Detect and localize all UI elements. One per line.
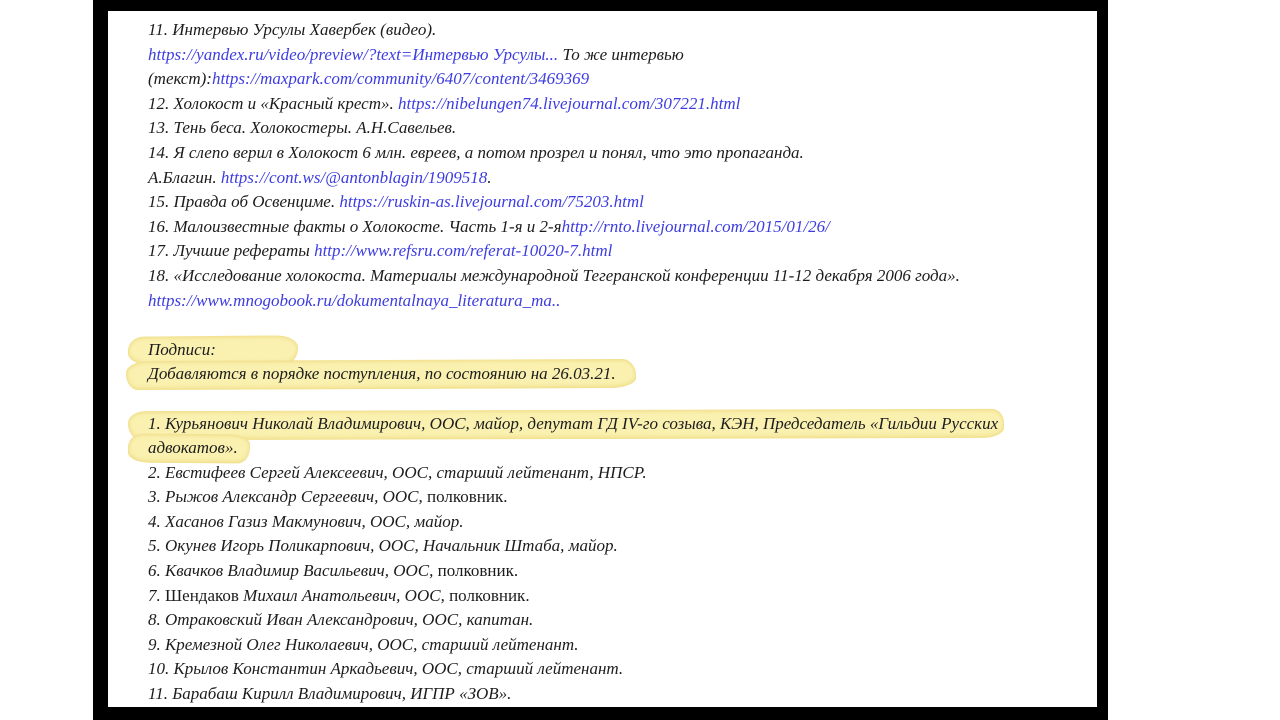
text-line [148,608,1097,633]
text-line [148,682,1097,707]
text-line [148,116,1097,141]
text-segment: 5. Окунев Игорь Поликарпович, ООС, Начальник Штаба, майор. [148,536,618,556]
text-line [148,313,1097,338]
text-line [148,92,1097,117]
text-segment: 9. Кремезной Олег Николаевич, ООС, старший лейтенант. [148,634,579,654]
hyperlink[interactable]: https://maxpark.com/community/6407/content/3469369 [211,69,590,89]
text-line [148,166,1097,191]
text-segment: 1. Курьянович Николай Владимирович, ООС, майор, депутат ГД IV-го созыва, КЭН, Председатель «Гильдии Русских [148,413,999,433]
text-line [148,657,1097,682]
hyperlink[interactable]: https://nibelungen74.livejournal.com/307221.html [398,93,741,113]
text-segment: 17. Лучшие рефераты [148,241,315,261]
highlight-annotation [148,436,238,461]
text-segment: 7. [148,585,165,605]
hyperlink[interactable]: http://www.refsru.com/referat-10020-7.html [314,241,613,261]
text-line [148,43,1097,68]
hyperlink[interactable]: https://ruskin-as.livejournal.com/75203.html [339,192,644,212]
text-segment: полковник. [449,585,530,605]
text-segment: Добавляются в порядке поступления, по состоянию на 26.03.21. [148,364,616,384]
text-line [148,534,1097,559]
hyperlink[interactable]: https://www.mnogobook.ru/dokumentalnaya_literatura_ma.. [148,290,561,310]
document-viewer-frame [93,0,1108,720]
text-line [148,67,1097,92]
text-line [148,289,1097,314]
text-segment: 11. Барабаш Кирилл Владимирович, ИГПР «ЗОВ». [148,684,512,704]
text-line [148,559,1097,584]
text-segment: 12. Холокост и «Красный крест». [148,93,398,113]
text-segment: 16. Малоизвестные факты о Холокосте. Часть 1-я и 2-я [148,216,562,236]
text-line [148,18,1097,43]
text-segment: 2. Евстифеев Сергей Алексеевич, ООС, старший лейтенант, НПСР. [148,462,647,482]
text-segment: 10. Крылов Константин Аркадьевич, ООС, старший лейтенант. [148,659,624,679]
text-line [148,412,1097,437]
text-segment: полковник. [426,487,508,507]
highlight-annotation [148,338,216,363]
text-segment: То же интервью [558,44,684,64]
text-segment: Михаил Анатольевич, ООС, [238,585,450,605]
text-line [148,239,1097,264]
text-segment: (текст): [148,69,212,89]
highlight-annotation [148,362,616,387]
text-line [148,436,1097,461]
text-line [148,215,1097,240]
text-segment: 18. «Исследование холокоста. Материалы международной Тегеранской конференции 11-12 декабря 2006 года». [148,265,960,285]
text-segment: 3. Рыжов Александр Сергеевич, ООС, [148,487,427,507]
text-segment: . [487,167,492,187]
hyperlink[interactable]: https://yandex.ru/video/preview/?text=Интервью Урсулы... [148,44,559,64]
highlight-annotation [148,412,998,437]
text-line [148,584,1097,609]
document-page [108,11,1097,707]
document-lines [148,18,1097,707]
text-segment: 8. Отраковский Иван Александрович, ООС, капитан. [148,610,534,630]
hyperlink[interactable]: http://rnto.livejournal.com/2015/01/26/ [561,216,830,236]
text-line [148,264,1097,289]
text-segment: 11. Интервью Урсулы Хавербек (видео). [148,20,437,39]
text-segment: 13. Тень беса. Холокостеры. А.Н.Савельев. [148,118,457,138]
text-segment: 4. Хасанов Газиз Макмунович, ООС, майор. [148,511,464,531]
text-line [148,510,1097,535]
text-line [148,633,1097,658]
text-segment: 6. Квачков Владимир Васильевич, ООС, [148,561,438,581]
text-line [148,387,1097,412]
text-line [148,461,1097,486]
text-segment: Шендаков [165,585,239,605]
text-segment: полковник. [437,561,519,581]
text-segment: А.Благин. [148,167,221,187]
text-segment: адвокатов». [148,438,238,458]
text-line [148,141,1097,166]
text-segment: 14. Я слепо верил в Холокост 6 млн. евреев, а потом прозрел и понял, что это пропаганда. [148,142,804,162]
text-line [148,485,1097,510]
text-segment: Подписи: [148,339,216,359]
text-line [148,190,1097,215]
hyperlink[interactable]: https://cont.ws/@antonblagin/1909518 [220,167,488,187]
text-segment: 15. Правда об Освенциме. [148,192,340,212]
text-line [148,362,1097,387]
